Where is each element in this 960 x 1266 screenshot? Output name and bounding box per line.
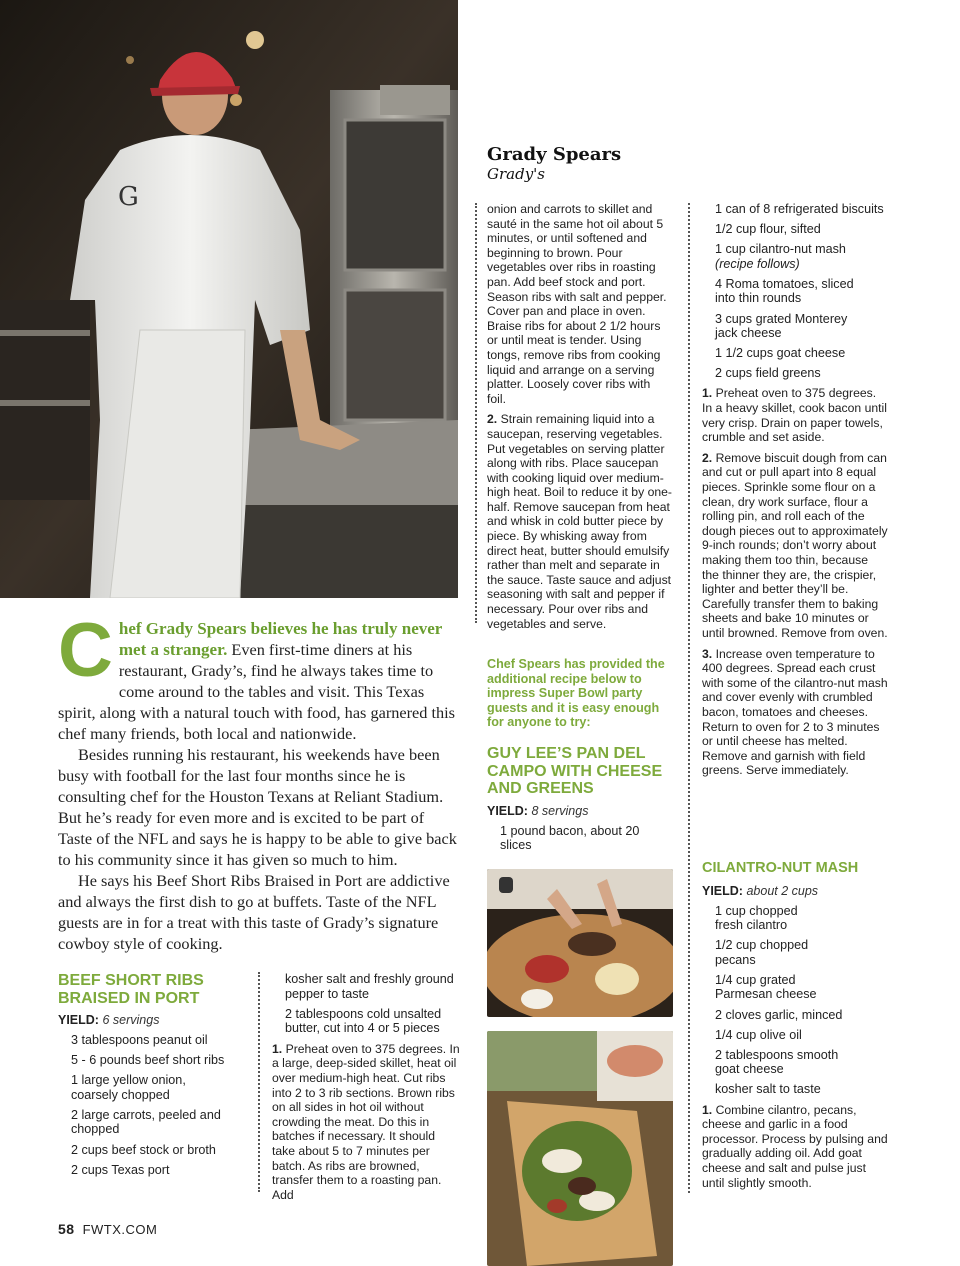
recipe1-step-2: 2. Strain remaining liquid into a saucepan, reserving vegetables. Put vegetables on serving platter along with ribs. Place saucepan with cooking liquid over medium-high heat. Boil to reduce it by one-half. Remove saucepan from heat and whisk in cold butter piece by piece. By whisking away from direct heat, butter should emulsify rather than melt and separate in the sauce. Taste sauce and adjust seasoning with salt and pepper if necessary. Pour over ribs and vegetables and serve. [487, 412, 672, 631]
ingredient: 1/2 cup flour, sifted [715, 222, 821, 237]
recipe3-block [702, 860, 888, 1190]
flatbread-photo [487, 1031, 673, 1266]
intro-paragraph-1: Even first-time diners at his restaurant, Grady’s, find he always takes time to come around to the tables and visit. This Texas spirit, along with a natural touch with food, has garnered this chef many friends, both local and nationwide. [58, 640, 455, 743]
recipe3-ingredient-list [702, 904, 888, 1098]
recipe3-yield: YIELD: about 2 cups [702, 883, 819, 898]
chef-photo [0, 0, 458, 598]
recipe1-block [58, 972, 258, 1183]
ingredient: 1 1/2 cups goat cheese [715, 346, 846, 361]
recipe3-title: CILANTRO-NUT MASH [702, 860, 859, 876]
svg-text:G: G [118, 182, 139, 212]
ingredient: kosher salt and freshly ground pepper to taste [285, 972, 454, 1001]
right-column [702, 202, 888, 784]
ingredient: 1 cup cilantro-nut mash (recipe follows) [715, 242, 846, 271]
ingredient: 4 Roma tomatoes, sliced into thin rounds [715, 276, 854, 306]
recipe1-title: BEEF SHORT RIBS BRAISED IN PORT [58, 972, 204, 1007]
ingredient: kosher salt to taste [715, 1082, 821, 1097]
column-divider [475, 203, 477, 623]
site-url: FWTX.COM [82, 1222, 158, 1237]
recipe2-step-3: 3. Increase oven temperature to 400 degrees. Spread each crust with some of the cilantro-nut mash and cover evenly with crumbled bacon, tomatoes and cheeses. Return to oven for 2 to 3 minutes or until cheese has melted. Remove and garnish with field greens. Serve immediately. [702, 646, 888, 778]
ingredient: 1 large yellow onion, coarsely chopped [71, 1073, 186, 1102]
recipe1-ingredient-list [58, 1033, 258, 1177]
ingredient: 3 cups grated Monterey jack cheese [715, 311, 848, 341]
page-footer [58, 1221, 157, 1237]
ingredient: 2 cups beef stock or broth [71, 1142, 216, 1157]
recipe1-column-2 [272, 972, 460, 1208]
food-prep-photo [487, 869, 673, 1017]
recipe2-ingredient-list [702, 202, 888, 381]
ingredient: 5 - 6 pounds beef short ribs [71, 1053, 225, 1068]
ingredient: 2 tablespoons smooth goat cheese [715, 1047, 839, 1077]
recipe2-yield: YIELD: 8 servings [487, 803, 589, 818]
ingredient: 2 large carrots, peeled and chopped [71, 1107, 221, 1137]
middle-column [487, 202, 672, 637]
page-number: 58 [58, 1221, 75, 1237]
ingredient: 1 can of 8 refrigerated biscuits [715, 202, 884, 216]
ingredient: 1/4 cup grated Parmesan cheese [715, 972, 817, 1002]
intro-lead: hef Grady Spears believes he has truly never met a stranger. [118, 619, 443, 659]
ingredient: 2 cloves garlic, minced [715, 1007, 843, 1022]
ingredient: 2 tablespoons cold unsalted butter, cut into 4 or 5 pieces [285, 1006, 442, 1036]
ingredient: 1/4 cup olive oil [715, 1027, 802, 1042]
intro-paragraph-2: Besides running his restaurant, his weekends have been busy with football for the last four months since he is consulting chef for the Houston Texans at Reliant Stadium. But he’s ready for even more and is excited to be part of Taste of the NFL and says he is happy to be able to give back to his community since it has given so much to him. [58, 745, 457, 869]
recipe1-step-1: 1. Preheat oven to 375 degrees. In a large, deep-sided skillet, heat oil over medium-high heat. Cut ribs into 2 to 3 rib sections. Brown ribs on all sides in hot oil without crowding the meat. Do this in batches if necessary. It should take about 5 to 7 minutes per batch. As ribs are browned, transfer them to a roasting pan. Add [272, 1041, 460, 1202]
editor-note: Chef Spears has provided the additional recipe below to impress Super Bowl party guests and it is easy enough for anyone to try: [487, 657, 665, 730]
chef-name-heading: Grady Spears [487, 144, 622, 165]
ingredient: 3 tablespoons peanut oil [71, 1033, 208, 1047]
recipe2-step-2: 2. Remove biscuit dough from can and cut or pull apart into 8 equal pieces. Sprinkle some flour on a clean, dry work surface, flour a rolling pin, and roll each of the dough pieces out to approximately 9-inch rounds; don’t worry about making them too thin, because the thinner they are, the crispier, lighter and better they’ll be. Carefully transfer them to baking sheets and bake 10 minutes or until browned. Remove from oven. [702, 450, 888, 640]
recipe1-step-1-continued: onion and carrots to skillet and sauté in the same hot oil about 5 minutes, or until softened and beginning to brown. Pour vegetables over ribs in roasting pan. Add beef stock and port. Season ribs with salt and pepper. Cover pan and place in oven. Braise ribs for about 2 1/2 hours or until meat is tender. Using tongs, remove ribs from cooking liquid and arrange on a serving platter. Loosely cover ribs with foil. [487, 202, 667, 406]
ingredient: 1 pound bacon, about 20 slices [500, 823, 640, 853]
recipe2-step-1: 1. Preheat oven to 375 degrees. In a heavy skillet, cook bacon until very crisp. Drain on paper towels, crumble and set aside. [702, 386, 887, 445]
ingredient: 2 cups Texas port [71, 1162, 170, 1177]
column-divider [258, 972, 260, 1192]
ingredient: 2 cups field greens [715, 366, 821, 381]
column-divider [688, 203, 690, 1193]
recipe2-heading-block [487, 745, 677, 858]
recipe1-yield: YIELD: 6 servings [58, 1013, 160, 1027]
recipe2-title: GUY LEE’S PAN DEL CAMPO WITH CHEESE AND GREENS [487, 745, 663, 797]
drop-cap: C [58, 608, 113, 693]
intro-paragraph-3: He says his Beef Short Ribs Braised in Port are addictive and always the first dish to go at buffets. Taste of the NFL guests are in for a treat with this taste of Grady’s signature cowboy style of cooking. [58, 871, 450, 953]
ingredient: 1/2 cup chopped pecans [715, 938, 809, 967]
ingredient: 1 cup chopped fresh cilantro [715, 903, 798, 933]
restaurant-subheading: Grady's [487, 165, 545, 183]
intro-article [58, 608, 460, 954]
recipe3-step-1: 1. Combine cilantro, pecans, cheese and garlic in a food processor. Process by pulsing and gradually adding oil. Add goat cheese and salt and pulse just until slightly smooth. [702, 1102, 888, 1190]
